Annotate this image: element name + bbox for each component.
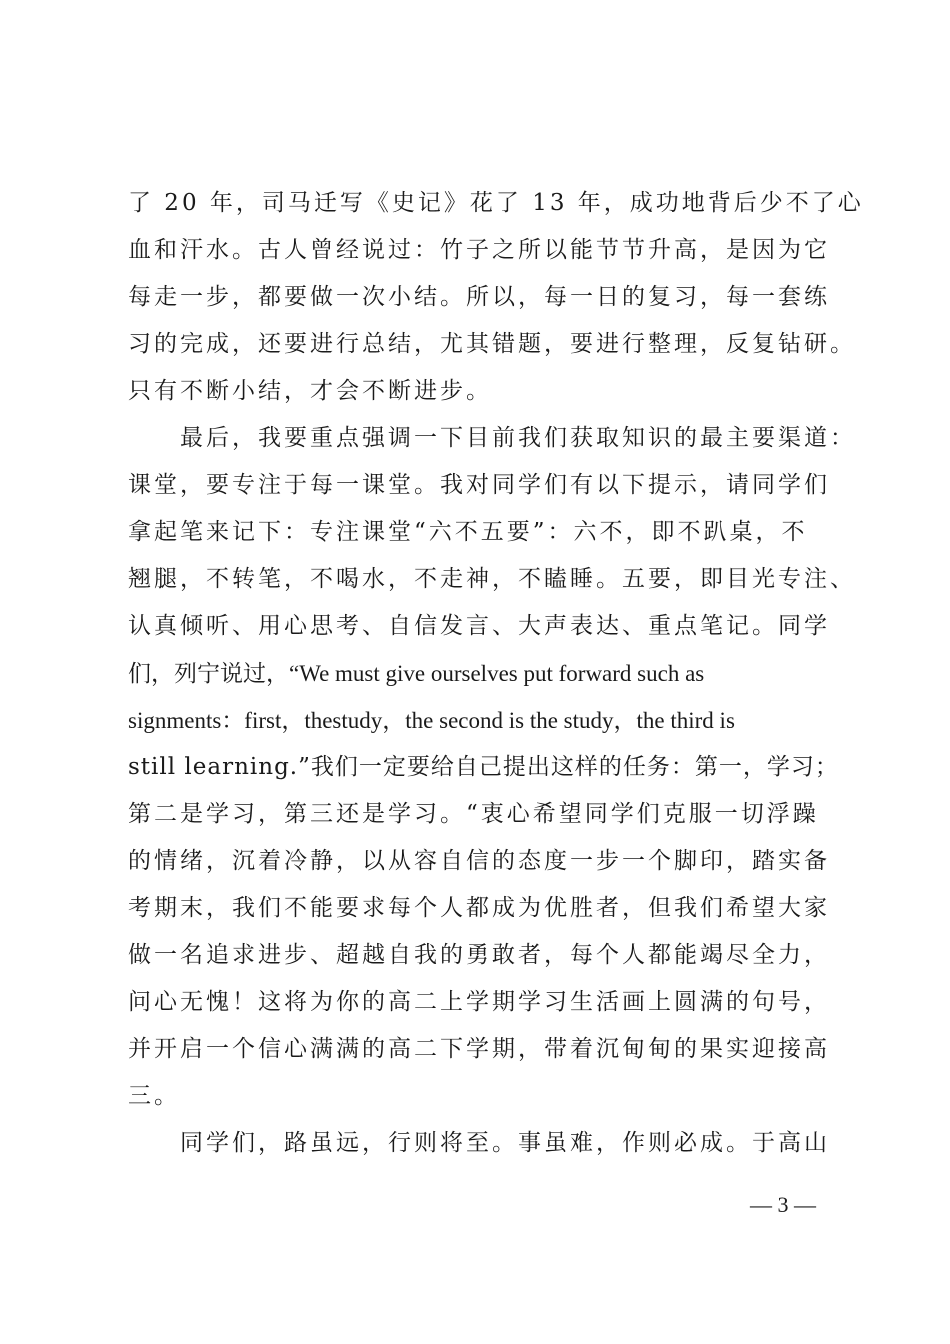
text-line: 同学们，路虽远，行则将至。事虽难，作则必成。于高山 xyxy=(128,1130,830,1156)
text-line: 的情绪，沉着冷静，以从容自信的态度一步一个脚印，踏实备 xyxy=(128,848,830,874)
text-line: 拿起笔来记下：专注课堂“六不五要”：六不，即不趴桌，不 xyxy=(128,519,808,545)
text-line: 并开启一个信心满满的高二下学期，带着沉甸甸的果实迎接高 xyxy=(128,1036,830,1062)
text-line: 们，列宁说过，“We must give ourselves put forward such as xyxy=(128,661,705,686)
text-line: 最后，我要重点强调一下目前我们获取知识的最主要渠道： xyxy=(128,425,856,451)
text-line: 翘腿，不转笔，不喝水，不走神，不瞌睡。五要，即目光专注、 xyxy=(128,566,856,592)
text-line: 每走一步，都要做一次小结。所以，每一日的复习，每一套练 xyxy=(128,284,830,310)
text-line: 认真倾听、用心思考、自信发言、大声表达、重点笔记。同学 xyxy=(128,613,830,639)
text-line: 第二是学习，第三还是学习。“衷心希望同学们克服一切浮躁 xyxy=(128,801,819,827)
text-line: signments：first，thestudy，the second is the study，the third is xyxy=(128,708,735,733)
body-text xyxy=(128,180,864,1167)
text-line: 问心无愧！这将为你的高二上学期学习生活画上圆满的句号， xyxy=(128,989,830,1015)
text-line: 课堂，要专注于每一课堂。我对同学们有以下提示，请同学们 xyxy=(128,472,830,498)
text-line: still learning.”我们一定要给自己提出这样的任务：第一，学习； xyxy=(128,754,839,780)
text-line: 血和汗水。古人曾经说过：竹子之所以能节节升高，是因为它 xyxy=(128,237,830,263)
text-line: 考期末，我们不能要求每个人都成为优胜者，但我们希望大家 xyxy=(128,895,830,921)
text-line: 只有不断小结，才会不断进步。 xyxy=(128,378,492,404)
page-number: — 3 — xyxy=(750,1192,816,1217)
text-line: 习的完成，还要进行总结，尤其错题，要进行整理，反复钻研。 xyxy=(128,331,856,357)
text-line: 了 20 年，司马迁写《史记》花了 13 年，成功地背后少不了心 xyxy=(128,190,864,216)
text-line: 做一名追求进步、超越自我的勇敢者，每个人都能竭尽全力， xyxy=(128,942,830,968)
text-line: 三。 xyxy=(128,1083,180,1109)
